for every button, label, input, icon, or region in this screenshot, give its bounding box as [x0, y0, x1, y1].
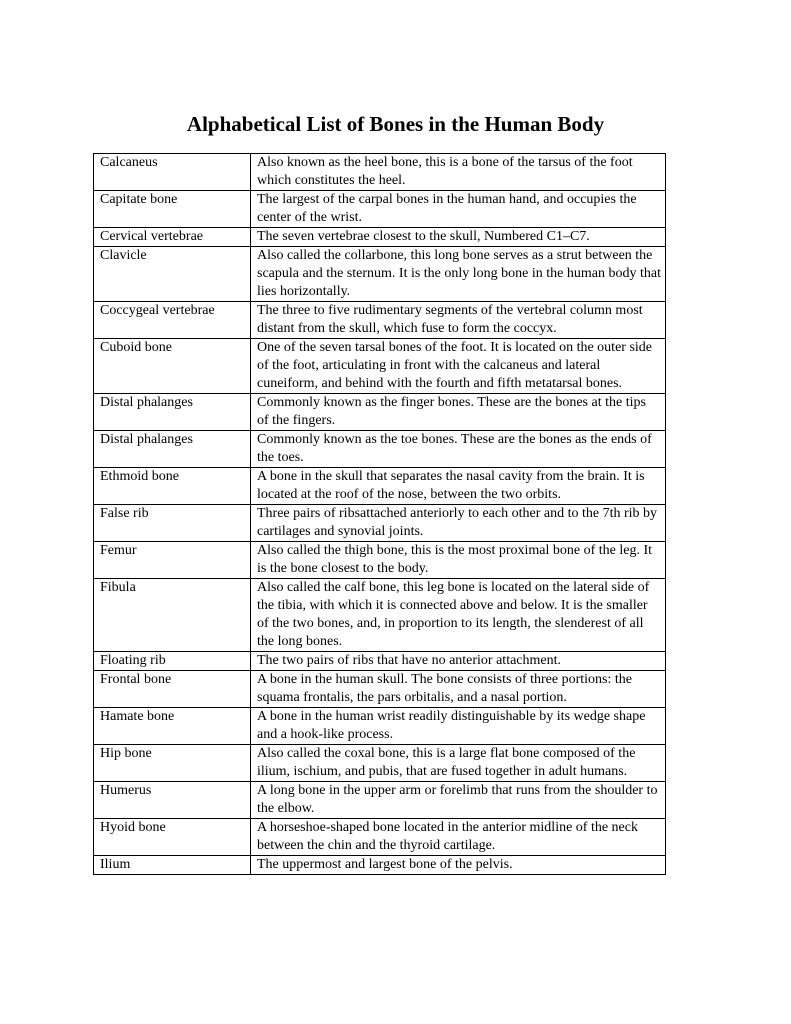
bone-description-cell: A bone in the human wrist readily distinguishable by its wedge shape and a hook-like process.	[251, 708, 666, 745]
bone-name-cell: Hamate bone	[94, 708, 251, 745]
bone-name-cell: Cuboid bone	[94, 339, 251, 394]
bones-table	[93, 153, 666, 875]
table-row	[94, 856, 666, 875]
table-row	[94, 302, 666, 339]
table-row	[94, 191, 666, 228]
bone-description-cell: Also called the coxal bone, this is a large flat bone composed of the ilium, ischium, and pubis, that are fused together in adult humans.	[251, 745, 666, 782]
table-row	[94, 339, 666, 394]
bone-name-cell: Humerus	[94, 782, 251, 819]
bone-description-cell: A long bone in the upper arm or forelimb that runs from the shoulder to the elbow.	[251, 782, 666, 819]
table-row	[94, 431, 666, 468]
bone-name-cell: Cervical vertebrae	[94, 228, 251, 247]
table-row	[94, 228, 666, 247]
bone-description-cell: Three pairs of ribsattached anteriorly to each other and to the 7th rib by cartilages and synovial joints.	[251, 505, 666, 542]
bone-description-cell: A bone in the human skull. The bone consists of three portions: the squama frontalis, the pars orbitalis, and a nasal portion.	[251, 671, 666, 708]
bone-description-cell: Commonly known as the toe bones. These are the bones as the ends of the toes.	[251, 431, 666, 468]
table-row	[94, 671, 666, 708]
bone-name-cell: Clavicle	[94, 247, 251, 302]
bone-description-cell: The largest of the carpal bones in the human hand, and occupies the center of the wrist.	[251, 191, 666, 228]
bone-description-cell: A bone in the skull that separates the nasal cavity from the brain. It is located at the roof of the nose, between the two orbits.	[251, 468, 666, 505]
bones-table-body	[94, 154, 666, 875]
bone-description-cell: Commonly known as the finger bones. These are the bones at the tips of the fingers.	[251, 394, 666, 431]
table-row	[94, 745, 666, 782]
table-row	[94, 708, 666, 745]
bone-name-cell: Distal phalanges	[94, 431, 251, 468]
bone-name-cell: Femur	[94, 542, 251, 579]
bone-description-cell: The uppermost and largest bone of the pelvis.	[251, 856, 666, 875]
table-row	[94, 782, 666, 819]
bone-name-cell: Calcaneus	[94, 154, 251, 191]
bone-description-cell: The three to five rudimentary segments of the vertebral column most distant from the skull, which fuse to form the coccyx.	[251, 302, 666, 339]
bone-name-cell: Frontal bone	[94, 671, 251, 708]
bone-name-cell: Fibula	[94, 579, 251, 652]
table-row	[94, 247, 666, 302]
bone-description-cell: One of the seven tarsal bones of the foot. It is located on the outer side of the foot, articulating in front with the calcaneus and lateral cuneiform, and behind with the fourth and fifth metatarsal bones.	[251, 339, 666, 394]
bone-name-cell: Ethmoid bone	[94, 468, 251, 505]
table-row	[94, 652, 666, 671]
bone-name-cell: Coccygeal vertebrae	[94, 302, 251, 339]
bone-description-cell: Also called the calf bone, this leg bone is located on the lateral side of the tibia, with which it is connected above and below. It is the smaller of the two bones, and, in proportion to its length, the slenderest of all the long bones.	[251, 579, 666, 652]
bone-name-cell: Hip bone	[94, 745, 251, 782]
bone-description-cell: A horseshoe-shaped bone located in the anterior midline of the neck between the chin and the thyroid cartilage.	[251, 819, 666, 856]
bone-name-cell: Ilium	[94, 856, 251, 875]
table-row	[94, 154, 666, 191]
bone-description-cell: Also called the thigh bone, this is the most proximal bone of the leg. It is the bone closest to the body.	[251, 542, 666, 579]
table-row	[94, 819, 666, 856]
bone-description-cell: The seven vertebrae closest to the skull, Numbered C1–C7.	[251, 228, 666, 247]
table-row	[94, 468, 666, 505]
bone-name-cell: Distal phalanges	[94, 394, 251, 431]
document-title: Alphabetical List of Bones in the Human Body	[186, 112, 605, 136]
table-row	[94, 505, 666, 542]
bone-description-cell: Also called the collarbone, this long bone serves as a strut between the scapula and the sternum. It is the only long bone in the human body that lies horizontally.	[251, 247, 666, 302]
bone-name-cell: False rib	[94, 505, 251, 542]
bone-description-cell: The two pairs of ribs that have no anterior attachment.	[251, 652, 666, 671]
bone-description-cell: Also known as the heel bone, this is a bone of the tarsus of the foot which constitutes the heel.	[251, 154, 666, 191]
table-row	[94, 542, 666, 579]
table-row	[94, 579, 666, 652]
table-row	[94, 394, 666, 431]
bone-name-cell: Hyoid bone	[94, 819, 251, 856]
bone-name-cell: Floating rib	[94, 652, 251, 671]
bone-name-cell: Capitate bone	[94, 191, 251, 228]
